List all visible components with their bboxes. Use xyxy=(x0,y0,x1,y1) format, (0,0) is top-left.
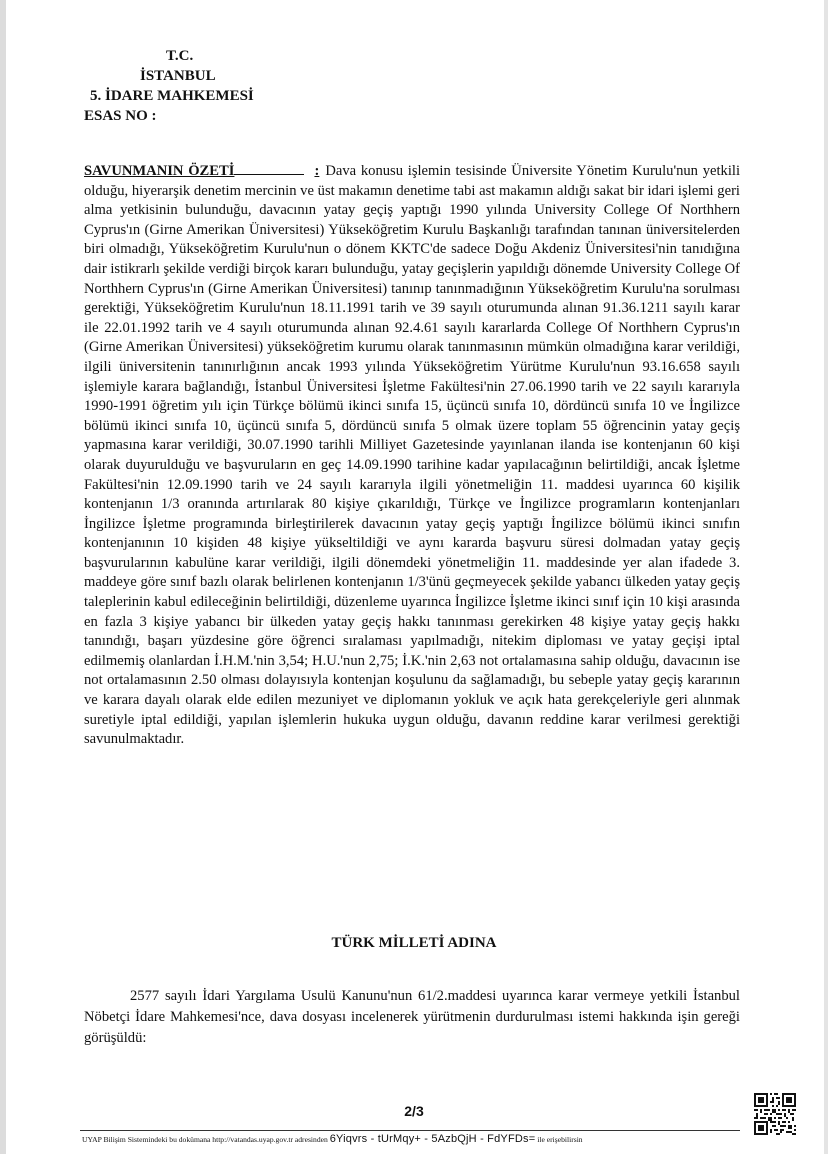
final-paragraph: 2577 sayılı İdari Yargılama Usulü Kanunu'nun 61/2.maddesi uyarınca karar vermeye yetkili İstanbul Nöbetçi İdare Mahkemesi'nce, dava dosyası incelenerek yürütmenin durdurulması istemi hakkında işin gereği görüşüldü: xyxy=(84,988,740,1046)
footer-divider xyxy=(80,1130,740,1131)
page-edge-shadow-right xyxy=(824,0,828,1154)
defense-label: SAVUNMANIN ÖZETİ xyxy=(84,163,235,179)
footer-prefix: UYAP Bilişim Sistemindeki bu dokümana http://vatandas.uyap.gov.tr adresinden xyxy=(82,1135,328,1144)
defense-text: Dava konusu işlemin tesisinde Üniversite Yönetim Kurulu'nun yetkili olduğu, hiyerarşik denetim mercinin ve üst makamın denetime tabi ast makamın aldığı sakat bir idari işlemi geri alma yetkisinin bulunduğu, davacının yatay geçiş yaptığı 1990 yılında University College Of Northhern Cyprus'ın (Girne Amerikan Üniversitesi) Yükseköğretim Kurulu Başkanlığı tarafından tanınan üniversitelerden biri olmadığı, Yükseköğretim Kurulu'nun o dönem KKTC'de sadece Doğu Akdeniz Üniversitesi'nin tanıdığına dair istikrarlı şekilde verdiği birçok kararı bulunduğu, yatay geçişlerin yapıldığı dönemde University College Of Northhern Cyprus'ın (Girne Amerikan Üniversitesi) tanınıp tanınmadığının Yükseköğretim Kurulu'na sorulması gerektiği, Yükseköğretim Kurulu'nun 18.11.1991 tarih ve 39 sayılı oturumunda alınan 91.36.1211 sayılı karar ile 22.01.1992 tarih ve 4 sayılı oturumunda alınan 92.4.61 sayılı kararlarda College Of Northhern Cyprus'ın (Girne Amerikan Üniversitesi) yükseköğretim kurumu olarak tanınmasının mümkün olmadığına karar verildiği, ilgili üniversitenin tanınırlığının ancak 1993 yılında Yükseköğretim Yürütme Kurulu'nun 93.16.658 sayılı işlemiyle karara bağlandığı, İstanbul Üniversitesi İşletme Fakültesi'nin 27.06.1990 tarih ve 22 sayılı kararıyla 1990-1991 öğretim yılı için Türkçe bölümü ikinci sınıfa 15, üçüncü sınıfa 10, dördüncü sınıfa 10 ve İngilizce bölümü ikinci sınıfa 10, üçüncü sınıfa 5, dördüncü sınıfa 5 olmak üzere toplam 55 öğrencinin yatay geçiş yapmasına karar verildiği, 30.07.1990 tarihli Milliyet Gazetesinde yayınlanan ilanda ise kontenjanın 60 kişi olarak duyurulduğu ve başvuruların en geç 14.09.1990 tarihine kadar yapılacağının belirtildiği, ancak İşletme Fakültesi'nin 12.09.1990 tarih ve 24 sayılı kararıyla ilgili yönetmeliğin 11. maddesi uyarınca 60 kişilik kontenjanın 1/3 oranında artırılarak 80 kişiye çıkarıldığı, Türkçe ve İngilizce programların kontenjanları İngilizce İşletme programında birleştirilerek davacının yatay geçiş yaptığı İngilizce bölümü ikinci sınıfın kontenjanının 10 kişiden 48 kişiye yükseltildiği ve aynı kararda başvuru süresi dolmadan yatay geçiş başvurularının kabulüne karar verildiği, ilgili dönemdeki yönetmeliğin 11. maddesinde yer alan ifadede 3. maddeye göre sınıf bazlı olarak belirlenen kontenjanın 1/3'ünü geçmeyecek şekilde yabancı ülkeden yatay geçiş taleplerinin kabul edileceğinin belirtildiği, düzenleme uyarınca İngilizce İşletme ikinci sınıf için 10 kişi arasında en fazla 3 kişiye yabancı bir ülkeden yatay geçiş hakkı tanınması gerekirken 48 kişiye yatay geçiş hakkı tanındığı, başarı yüzdesine göre öğrenci sıralaması yapılmadığı, nitekim diploması ve yatay geçişi iptal edilmemiş olanlardan İ.H.M.'nin 3,54; H.U.'nun 2,75; İ.K.'nin 2,63 not ortalamasına sahip olduğu, davacının ise not ortalamasının 2.50 olması dolayısıyla kontenjan koşulunu da sağlamadığı, bu sebeple yatay geçiş kararının ve karara dayalı olarak elde edilen mezuniyet ve diplomanın yokluk ve açık hata gerekçeleriyle geri alınmak suretiyle iptal edildiği, yapılan işlemlerin hukuka uygun olduğu, davanın reddine karar verilmesi gerektiği savunulmaktadır. xyxy=(84,163,741,748)
defense-summary xyxy=(84,162,740,750)
section-title: TÜRK MİLLETİ ADINA xyxy=(331,935,497,951)
footer-suffix: ile erişebilirsin xyxy=(537,1135,583,1144)
header-city: İSTANBUL xyxy=(140,68,216,84)
final-paragraph-block xyxy=(84,986,740,1049)
header-tc: T.C. xyxy=(166,48,194,64)
verification-code: 6Yiqvrs - tUrMqy+ - 5AzbQjH - FdYFDs= xyxy=(329,1133,536,1145)
header-case-no: ESAS NO : xyxy=(84,108,157,124)
label-underline xyxy=(234,162,304,175)
qr-code-icon xyxy=(754,1093,796,1135)
court-header xyxy=(84,46,254,126)
page-number: 2/3 xyxy=(404,1103,424,1119)
defense-colon: : xyxy=(314,163,320,179)
page-edge-shadow-left xyxy=(0,0,6,1154)
footer xyxy=(82,1133,742,1146)
header-court: 5. İDARE MAHKEMESİ xyxy=(90,88,254,104)
